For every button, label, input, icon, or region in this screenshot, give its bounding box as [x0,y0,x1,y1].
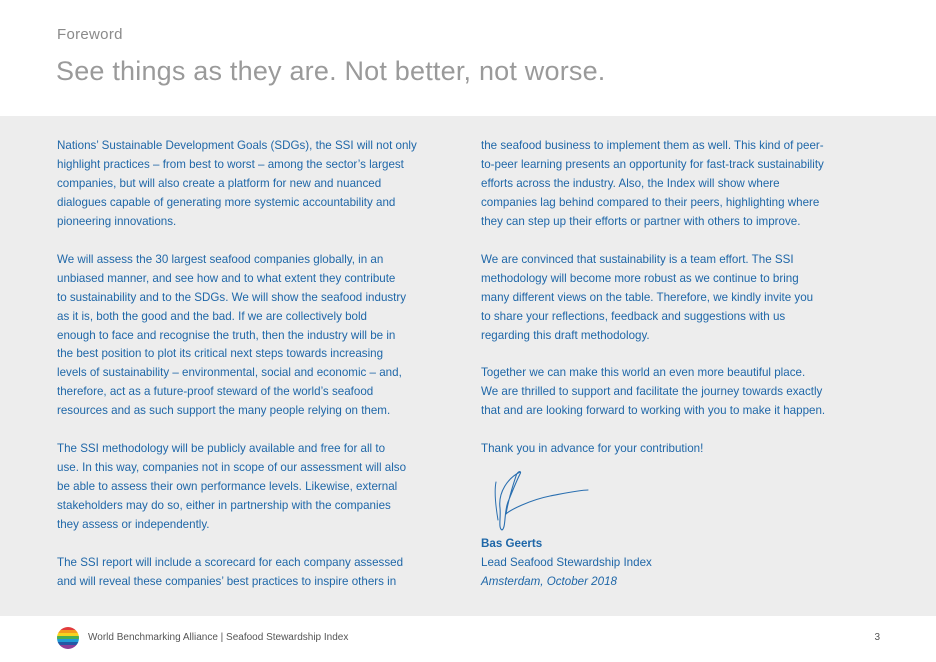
paragraph: Together we can make this world an even more beautiful place. We are thrilled to support and facilitate the journey towards exactly that and are looking forward to working with you to make it happen. [481,366,826,418]
signatory-title: Lead Seafood Stewardship Index [481,555,652,569]
paragraph: The SSI report will include a scorecard for each company assessed and will reveal these companies’ best practices to inspire others in [57,555,404,588]
signature-block [481,535,652,592]
place-date: Amsterdam, October 2018 [481,574,617,588]
right-column [481,137,891,459]
section-label: Foreword [57,26,123,43]
paragraph: We are convinced that sustainability is a team effort. The SSI methodology will become more robust as we continue to bring many different views on the table. Therefore, we kindly invite you to share your reflections, feedback and suggestions with us regarding this draft methodology. [481,252,814,342]
left-column [57,137,457,592]
paragraph: the seafood business to implement them as well. This kind of peer- to-peer learning presents an opportunity for fast-track sustainability efforts across the industry. Also, the Index will show where companies lag behind compared to their peers, highlighting where they can step up their efforts or partner with others to improve. [481,139,824,228]
page-number: 3 [874,632,880,643]
paragraph: Nations’ Sustainable Development Goals (SDGs), the SSI will not only highlight practices – from best to worst – among the sector’s largest companies, but will also create a platform for new and nuanced dialogues capable of generating more systemic accountability and pioneering innovations. [57,139,417,228]
paragraph: The SSI methodology will be publicly available and free for all to use. In this way, companies not in scope of our assessment will also be able to assess their own performance levels. Likewise, external stakeholders may do so, either in partnership with the companies they assess or independently. [57,442,407,532]
paragraph: Thank you in advance for your contribution! [481,442,704,456]
signatory-name: Bas Geerts [481,537,543,550]
page-header [0,0,936,116]
handwritten-signature [490,468,594,534]
paragraph: We will assess the 30 largest seafood companies globally, in an unbiased manner, and see how and to what extent they contribute to sustainability and to the SDGs. We will show the seafood industry as it is, both the good and the bad. If we are collectively bold enough to face and recognise the truth, then the industry will be in the best position to plot its critical next steps towards increasing levels of sustainability – environmental, social and economic – and, therefore, act as a future-proof steward of the world’s seafood resources and as such support the many people relying on them. [57,252,407,418]
wba-logo-icon [56,626,80,650]
footer-text: World Benchmarking Alliance | Seafood Stewardship Index [88,632,349,643]
page-title: See things as they are. Not better, not worse. [56,56,606,86]
